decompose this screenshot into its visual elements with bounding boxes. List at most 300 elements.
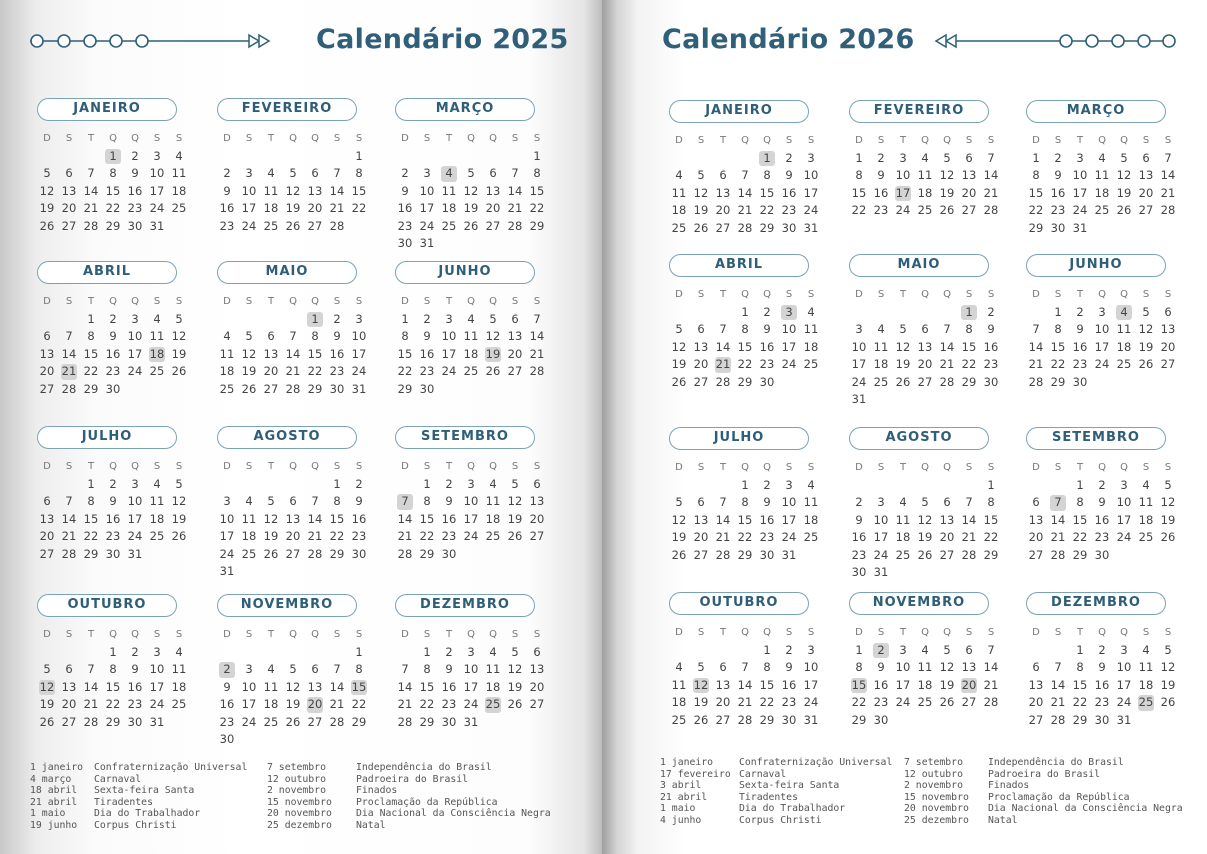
- day-cell: [168, 546, 190, 564]
- day-cell: 20: [715, 695, 731, 709]
- week-row: [848, 677, 1010, 695]
- day-cell: 30: [105, 546, 121, 561]
- day-cell: 5: [675, 495, 683, 509]
- day-cell: 18: [263, 201, 279, 215]
- holiday-day: 4: [1116, 305, 1132, 321]
- day-cell: 3: [1076, 150, 1084, 165]
- day-cell: 23: [105, 364, 121, 378]
- week-row: [668, 512, 830, 530]
- day-cell: 2: [401, 166, 409, 180]
- day-cell: 14: [715, 339, 731, 354]
- day-cell: 11: [1138, 495, 1154, 509]
- day-cell: 27: [285, 546, 301, 561]
- day-cell: 19: [693, 695, 709, 709]
- weekday-label: T: [1076, 627, 1084, 638]
- holiday-entry: [904, 815, 1183, 827]
- month-setembro: [394, 426, 556, 563]
- holiday-name: Independência do Brasil: [356, 762, 492, 773]
- weekday-label: Q: [489, 133, 497, 144]
- week-row: [216, 200, 378, 218]
- weekday-label: D: [401, 133, 409, 144]
- day-cell: 12: [1160, 660, 1176, 674]
- day-cell: 17: [803, 677, 819, 692]
- day-cell: 28: [737, 712, 753, 727]
- day-cell: 4: [1142, 642, 1150, 657]
- day-cell: 14: [1028, 339, 1044, 354]
- day-cell: 3: [245, 662, 253, 676]
- holiday-name: Independência do Brasil: [988, 757, 1124, 768]
- week-row: [668, 167, 830, 185]
- day-cell: 19: [39, 697, 55, 711]
- day-cell: 18: [219, 364, 235, 378]
- day-cell: [712, 150, 734, 168]
- day-cell: 13: [961, 168, 977, 182]
- month-label: NOVEMBRO: [217, 594, 357, 617]
- day-cell: 29: [419, 546, 435, 561]
- week-row: [394, 714, 556, 732]
- weekday-label: D: [855, 135, 863, 146]
- day-cell: 1: [1032, 150, 1040, 165]
- day-cell: 24: [241, 218, 257, 233]
- month-junho: [1025, 254, 1187, 391]
- day-cell: 1: [401, 311, 409, 326]
- holiday-date: 4 março: [30, 773, 72, 785]
- day-cell: 3: [855, 322, 863, 336]
- day-cell: 29: [419, 714, 435, 729]
- day-cell: 31: [803, 220, 819, 235]
- day-cell: 8: [741, 495, 749, 509]
- day-cell: 1: [1076, 477, 1084, 492]
- day-cell: 11: [149, 329, 165, 343]
- day-cell: 29: [759, 220, 775, 235]
- day-cell: 25: [671, 712, 687, 727]
- holiday-entry: [660, 803, 892, 815]
- day-cell: 9: [131, 166, 139, 180]
- day-cell: 18: [149, 511, 165, 526]
- weekday-label: Q: [311, 133, 319, 144]
- day-cell: 10: [781, 495, 797, 509]
- day-cell: 7: [401, 662, 409, 676]
- holiday-entry: [267, 774, 551, 786]
- day-cell: 2: [445, 644, 453, 659]
- day-cell: 16: [781, 677, 797, 692]
- day-cell: [460, 148, 482, 166]
- week-row: [216, 148, 378, 166]
- day-cell: 9: [987, 322, 995, 336]
- day-cell: 10: [1116, 660, 1132, 674]
- day-cell: 22: [851, 203, 867, 217]
- weekday-label: S: [355, 629, 363, 640]
- day-cell: 14: [61, 511, 77, 526]
- day-cell: [460, 381, 482, 399]
- day-cell: 12: [285, 183, 301, 198]
- day-cell: 22: [737, 357, 753, 371]
- day-cell: [1157, 547, 1179, 565]
- day-cell: 10: [803, 168, 819, 182]
- holiday-name: Carnaval: [739, 768, 787, 780]
- weekday-label: Q: [741, 135, 749, 146]
- day-cell: 25: [263, 714, 279, 729]
- holiday-name: Dia Nacional da Consciência Negra: [356, 808, 551, 819]
- day-cell: 21: [737, 695, 753, 709]
- week-row: [1025, 694, 1187, 712]
- day-cell: 30: [219, 732, 235, 746]
- week-row: [668, 494, 830, 512]
- day-cell: 4: [899, 495, 907, 509]
- day-cell: 22: [105, 697, 121, 711]
- week-row: [216, 511, 378, 529]
- weekday-label: S: [333, 133, 341, 144]
- month-agosto: [216, 426, 378, 581]
- week-row: [1025, 642, 1187, 660]
- day-cell: 19: [507, 511, 523, 526]
- day-cell: [1047, 477, 1069, 495]
- weekday-label: Q: [1120, 627, 1128, 638]
- month-fevereiro: [216, 98, 378, 235]
- day-cell: 31: [803, 712, 819, 727]
- day-cell: 3: [355, 311, 363, 326]
- day-cell: 1: [1054, 304, 1062, 319]
- weekday-header: [1025, 624, 1187, 642]
- day-cell: 2: [1098, 477, 1106, 492]
- day-cell: [460, 235, 482, 253]
- weekday-label: T: [445, 296, 453, 307]
- day-cell: [348, 563, 370, 581]
- day-cell: 1: [1076, 642, 1084, 657]
- day-cell: 19: [39, 201, 55, 215]
- day-cell: 11: [263, 183, 279, 198]
- day-cell: [260, 311, 282, 329]
- day-cell: 15: [1028, 185, 1044, 200]
- week-row: [36, 346, 198, 364]
- day-cell: 14: [1050, 677, 1066, 692]
- day-cell: [1025, 477, 1047, 495]
- day-cell: 5: [245, 329, 253, 343]
- day-cell: 9: [131, 662, 139, 676]
- day-cell: 14: [715, 512, 731, 527]
- day-cell: 16: [351, 511, 367, 526]
- weekday-header: [216, 626, 378, 644]
- day-cell: 9: [1098, 495, 1106, 509]
- day-cell: 14: [83, 183, 99, 198]
- day-cell: [58, 148, 80, 166]
- month-label: OUTUBRO: [669, 592, 809, 615]
- day-cell: 15: [307, 346, 323, 361]
- day-cell: [690, 642, 712, 660]
- holiday-name: Padroeira do Brasil: [988, 768, 1101, 780]
- holiday-name: Tiradentes: [739, 791, 798, 803]
- day-cell: 8: [1076, 660, 1084, 674]
- day-cell: 19: [895, 357, 911, 371]
- day-cell: 27: [39, 546, 55, 561]
- day-cell: 6: [965, 642, 973, 657]
- day-cell: 23: [851, 547, 867, 562]
- day-cell: [482, 148, 504, 166]
- week-row: [394, 363, 556, 381]
- day-cell: 4: [921, 150, 929, 165]
- day-cell: 31: [463, 714, 479, 729]
- day-cell: 29: [961, 374, 977, 389]
- weekday-label: S: [1142, 627, 1150, 638]
- day-cell: 16: [851, 530, 867, 544]
- day-cell: [958, 712, 980, 730]
- day-cell: 10: [463, 662, 479, 676]
- weekday-label: Q: [1098, 627, 1106, 638]
- holiday-name: Proclamação da República: [356, 796, 498, 808]
- day-cell: 11: [671, 185, 687, 200]
- day-cell: 17: [463, 679, 479, 694]
- day-cell: 13: [285, 511, 301, 526]
- day-cell: 23: [127, 201, 143, 215]
- day-cell: 23: [781, 695, 797, 709]
- holiday-entry: [30, 762, 247, 774]
- weekday-label: Q: [921, 135, 929, 146]
- day-cell: 28: [285, 381, 301, 396]
- holiday-name: Dia Nacional da Consciência Negra: [988, 803, 1183, 814]
- weekday-label: Q: [109, 133, 117, 144]
- day-cell: 10: [441, 329, 457, 343]
- day-cell: 24: [463, 697, 479, 711]
- weekday-label: Q: [921, 289, 929, 300]
- month-label: SETEMBRO: [395, 426, 535, 449]
- day-cell: 27: [61, 714, 77, 729]
- holiday-date: 1 janeiro: [660, 757, 714, 768]
- weekday-header: [394, 458, 556, 476]
- weekday-label: D: [855, 289, 863, 300]
- day-cell: 8: [401, 329, 409, 343]
- month-label: AGOSTO: [849, 427, 989, 450]
- day-cell: 9: [223, 679, 231, 694]
- weekday-label: S: [1164, 135, 1172, 146]
- day-cell: 31: [351, 381, 367, 396]
- day-cell: 6: [533, 476, 541, 491]
- day-cell: 8: [855, 660, 863, 674]
- holiday-entry: [267, 820, 551, 832]
- day-cell: 22: [307, 364, 323, 378]
- day-cell: 12: [693, 185, 709, 200]
- day-cell: 15: [851, 185, 867, 200]
- day-cell: 3: [245, 166, 253, 180]
- weekday-header: [216, 458, 378, 476]
- week-row: [394, 476, 556, 494]
- day-cell: 22: [529, 201, 545, 215]
- weekday-label: D: [223, 296, 231, 307]
- day-cell: 3: [899, 150, 907, 165]
- day-cell: [936, 304, 958, 322]
- week-row: [668, 529, 830, 547]
- holiday-date: 2 novembro: [904, 780, 963, 791]
- day-cell: 19: [507, 679, 523, 694]
- week-row: [216, 165, 378, 183]
- day-cell: [216, 148, 238, 166]
- day-cell: 19: [263, 529, 279, 543]
- day-cell: 13: [485, 183, 501, 198]
- day-cell: 20: [917, 357, 933, 371]
- month-label: FEVEREIRO: [849, 100, 989, 123]
- week-row: [216, 311, 378, 329]
- weekday-label: Q: [943, 289, 951, 300]
- day-cell: 21: [307, 529, 323, 543]
- day-cell: 23: [219, 218, 235, 233]
- day-cell: 26: [241, 381, 257, 396]
- day-cell: [870, 477, 892, 495]
- day-cell: [216, 644, 238, 662]
- day-cell: 9: [1054, 168, 1062, 182]
- day-cell: 26: [939, 203, 955, 217]
- day-cell: 6: [1164, 304, 1172, 319]
- weekday-label: Q: [131, 296, 139, 307]
- month-label: DEZEMBRO: [1026, 592, 1166, 615]
- week-row: [394, 235, 556, 253]
- month-marco: [394, 98, 556, 253]
- day-cell: 12: [917, 512, 933, 527]
- day-cell: 18: [241, 529, 257, 543]
- weekday-label: S: [245, 296, 253, 307]
- day-cell: 30: [851, 565, 867, 579]
- day-cell: 18: [803, 512, 819, 527]
- week-row: [1025, 547, 1187, 565]
- day-cell: 25: [485, 529, 501, 543]
- day-cell: 6: [965, 150, 973, 165]
- day-cell: 26: [285, 714, 301, 729]
- day-cell: 25: [241, 546, 257, 561]
- day-cell: 19: [939, 677, 955, 692]
- week-row: [848, 494, 1010, 512]
- day-cell: 18: [463, 346, 479, 361]
- day-cell: 15: [397, 346, 413, 361]
- week-row: [668, 477, 830, 495]
- week-row: [848, 321, 1010, 339]
- day-cell: 5: [175, 311, 183, 326]
- day-cell: 18: [803, 339, 819, 354]
- weekday-label: Q: [1120, 135, 1128, 146]
- day-cell: 22: [397, 364, 413, 378]
- holiday-date: 12 outubro: [267, 773, 326, 785]
- day-cell: 24: [219, 546, 235, 561]
- day-cell: 8: [355, 662, 363, 676]
- week-row: [216, 714, 378, 732]
- day-cell: 11: [485, 662, 501, 676]
- day-cell: [892, 391, 914, 409]
- day-cell: 9: [1098, 660, 1106, 674]
- holiday-date: 1 janeiro: [30, 762, 84, 773]
- day-cell: 30: [397, 236, 413, 250]
- day-cell: 25: [1094, 203, 1110, 217]
- day-cell: 4: [877, 322, 885, 336]
- day-cell: 18: [1094, 185, 1110, 200]
- day-cell: 2: [131, 644, 139, 659]
- day-cell: 22: [351, 697, 367, 711]
- week-row: [1025, 677, 1187, 695]
- weekday-label: D: [43, 133, 51, 144]
- day-cell: 17: [851, 357, 867, 371]
- weekday-label: S: [65, 461, 73, 472]
- holiday-entry: [267, 797, 551, 809]
- day-cell: 19: [285, 697, 301, 711]
- day-cell: 18: [671, 203, 687, 217]
- day-cell: 20: [1028, 530, 1044, 544]
- weekday-label: D: [855, 462, 863, 473]
- week-row: [1025, 356, 1187, 374]
- weekday-label: Q: [1098, 462, 1106, 473]
- day-cell: [36, 148, 58, 166]
- day-cell: 9: [109, 329, 117, 343]
- holiday-date: 17 fevereiro: [660, 768, 731, 780]
- day-cell: 19: [1138, 339, 1154, 354]
- day-cell: 11: [219, 346, 235, 361]
- day-cell: 23: [351, 529, 367, 543]
- day-cell: 25: [463, 364, 479, 378]
- weekday-label: Q: [1098, 289, 1106, 300]
- month-dezembro: [1025, 592, 1187, 729]
- day-cell: 30: [781, 712, 797, 727]
- day-cell: [168, 714, 190, 732]
- day-cell: [1113, 547, 1135, 565]
- weekday-label: S: [877, 135, 885, 146]
- week-row: [1025, 150, 1187, 168]
- day-cell: 21: [285, 364, 301, 378]
- day-cell: 28: [83, 218, 99, 233]
- day-cell: 26: [171, 529, 187, 543]
- holiday-day: 4: [441, 166, 457, 182]
- weekday-label: S: [1142, 135, 1150, 146]
- day-cell: 6: [267, 329, 275, 343]
- weekday-label: Q: [289, 133, 297, 144]
- day-cell: 8: [311, 329, 319, 343]
- month-label: DEZEMBRO: [395, 594, 535, 617]
- month-maio: [216, 261, 378, 398]
- day-cell: [1157, 220, 1179, 238]
- day-cell: [326, 148, 348, 166]
- day-cell: 26: [507, 529, 523, 543]
- day-cell: 6: [65, 166, 73, 180]
- holiday-day: 21: [61, 364, 77, 378]
- day-cell: 17: [149, 679, 165, 694]
- week-row: [36, 528, 198, 546]
- day-cell: 5: [43, 166, 51, 180]
- month-label: MAIO: [217, 261, 357, 284]
- holiday-day: 15: [351, 679, 367, 694]
- day-cell: 16: [105, 511, 121, 526]
- holiday-entry: [660, 792, 892, 804]
- day-cell: [914, 564, 936, 582]
- weekday-label: T: [267, 461, 275, 472]
- holiday-list: [267, 762, 551, 831]
- day-cell: [690, 150, 712, 168]
- week-row: [216, 476, 378, 494]
- week-row: [394, 381, 556, 399]
- day-cell: 27: [507, 364, 523, 378]
- day-cell: 19: [671, 530, 687, 544]
- day-cell: 24: [781, 357, 797, 371]
- day-cell: 9: [445, 494, 453, 508]
- day-cell: 6: [65, 662, 73, 676]
- day-cell: 17: [1116, 677, 1132, 692]
- day-cell: [168, 218, 190, 236]
- day-cell: 22: [1072, 530, 1088, 544]
- day-cell: 8: [423, 662, 431, 676]
- day-cell: 1: [109, 644, 117, 659]
- day-cell: 16: [781, 185, 797, 200]
- day-cell: [526, 235, 548, 253]
- weekday-label: S: [333, 629, 341, 640]
- day-cell: 20: [1138, 185, 1154, 200]
- holiday-entry: [660, 815, 892, 827]
- day-cell: [282, 148, 304, 166]
- day-cell: [1047, 642, 1069, 660]
- right-page-2026: [602, 0, 1207, 854]
- day-cell: 13: [39, 511, 55, 526]
